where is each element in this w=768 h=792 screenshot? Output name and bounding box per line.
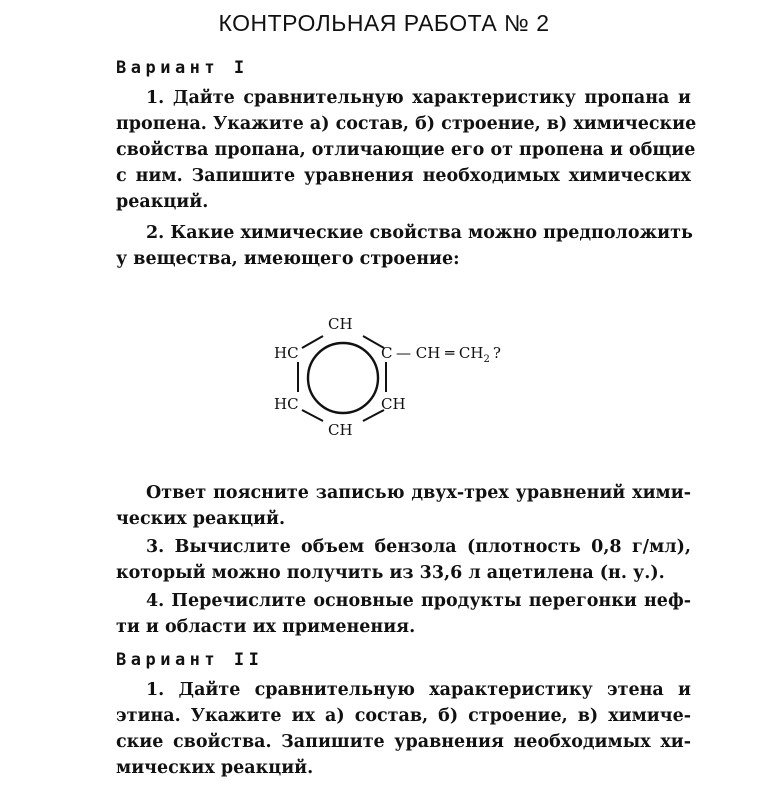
variant-1-heading: Вариант I: [116, 58, 249, 78]
subscript: 2: [483, 354, 490, 365]
text-line: ческих реакций.: [116, 509, 286, 529]
bond-line: [302, 336, 323, 348]
text-line: который можно получить из 33,6 л ацетилена (н. у.).: [116, 563, 665, 583]
text-line: 1. Дайте сравнительную характеристику пропана и: [146, 88, 691, 108]
text-line: Ответ поясните записью двух-трех уравнений хими-: [146, 483, 691, 503]
side-chain: [396, 344, 501, 365]
benzene-ring: [308, 343, 378, 413]
text-line: мических реакций.: [116, 758, 314, 778]
text-line: свойства пропана, отличающие его от пропена и общие: [116, 140, 696, 160]
page-title: КОНТРОЛЬНАЯ РАБОТА № 2: [218, 10, 550, 36]
variant-2-heading: Вариант II: [116, 650, 264, 670]
text-line: ские свойства. Запишите уравнения необходимых хи-: [116, 732, 691, 752]
text-line: 1. Дайте сравнительную характеристику этена и: [146, 680, 691, 700]
side-chain-text: — CH ═ CH: [396, 344, 484, 362]
text-line: 4. Перечислите основные продукты перегонки неф-: [146, 591, 691, 611]
text-line: реакций.: [116, 192, 209, 212]
atom-label-bottom: CH: [328, 421, 353, 439]
text-line: ти и области их применения.: [116, 617, 416, 637]
text-line: этина. Укажите их а) состав, б) строение, в) химиче-: [116, 706, 691, 726]
atom-label-upper-right: C: [381, 344, 393, 362]
text-line: у вещества, имеющего строение:: [116, 249, 460, 269]
atom-label-upper-left: HC: [274, 344, 299, 362]
bond-line: [302, 410, 323, 421]
atom-label-lower-right: CH: [381, 395, 406, 413]
text-line: пропена. Укажите а) состав, б) строение, в) химические: [116, 114, 697, 134]
atom-label-top: CH: [328, 315, 353, 333]
text-line: с ним. Запишите уравнения необходимых химических: [116, 166, 691, 186]
atom-label-lower-left: HC: [274, 395, 299, 413]
text-line: 3. Вычислите объем бензола (плотность 0,8 г/мл),: [146, 537, 691, 557]
text-line: 2. Какие химические свойства можно предположить: [146, 223, 693, 243]
question-mark: ?: [492, 344, 501, 362]
